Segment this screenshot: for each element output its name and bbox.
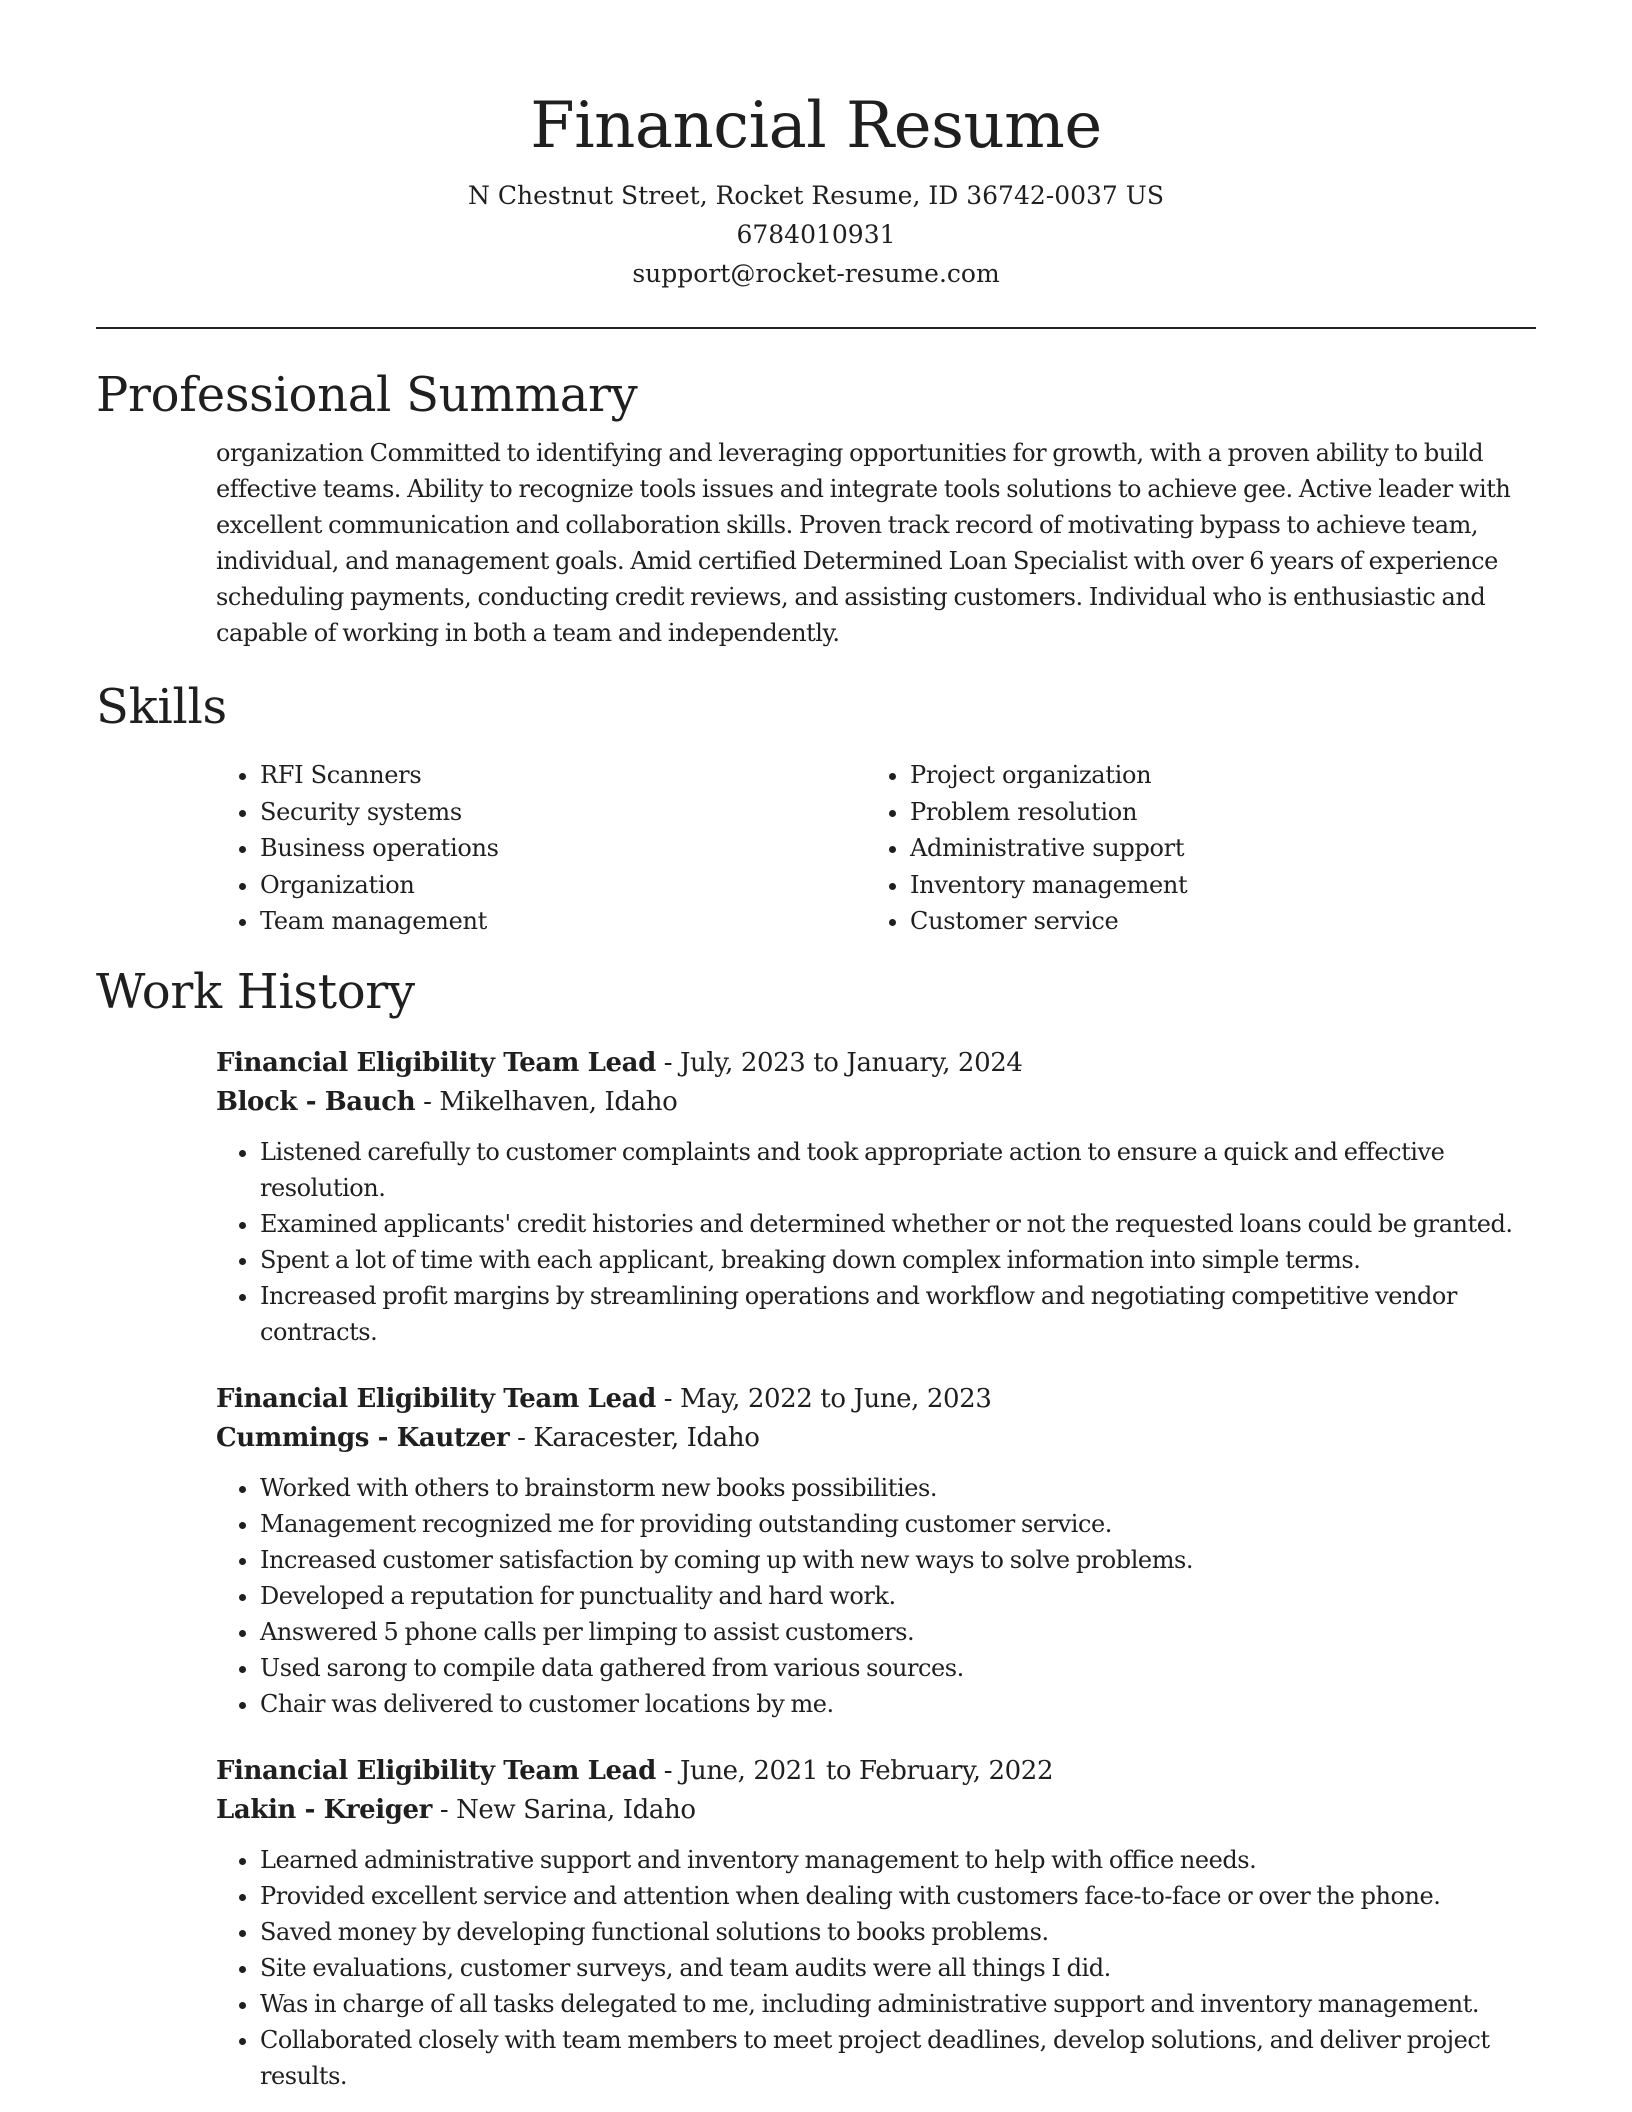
job-bullet: • Answered 5 phone calls per limping to assist customers. xyxy=(260,1614,1536,1650)
job-bullet: • Examined applicants' credit histories and determined whether or not the requested loans could be granted. xyxy=(260,1206,1536,1242)
job-location: - Mikelhaven, Idaho xyxy=(415,1086,678,1117)
contact-block xyxy=(96,176,1536,293)
summary-text: organization Committed to identifying and leveraging opportunities for growth, with a proven ability to build effective teams. Ability to recognize tools issues and integrate tools solutions to achieve gee. Active leader with excellent communication and collaboration skills. Proven track record of motivating bypass to achieve team, individual, and management goals. Amid certified Determined Loan Specialist with over 6 years of experience scheduling payments, conducting credit reviews, and assisting customers. Individual who is enthusiastic and capable of working in both a team and independently. xyxy=(216,439,1511,647)
job-entry xyxy=(216,1044,1536,1350)
job-role: Financial Eligibility Team Lead xyxy=(216,1383,656,1414)
work-history-heading: Work History xyxy=(96,963,415,1020)
summary-heading: Professional Summary xyxy=(96,367,638,423)
skill-item: • Customer service xyxy=(910,903,1516,940)
job-dates: - May, 2022 to June, 2023 xyxy=(655,1383,992,1414)
job-bullet: • Saved money by developing functional solutions to books problems. xyxy=(260,1914,1536,1950)
skills-column-right xyxy=(866,757,1516,940)
job-company: Cummings - Kautzer xyxy=(216,1422,510,1453)
job-employer-line xyxy=(216,1419,1536,1458)
job-bullet: • Collaborated closely with team members to meet project deadlines, develop solutions, and deliver project results. xyxy=(260,2022,1536,2094)
job-bullet: • Worked with others to brainstorm new books possibilities. xyxy=(260,1470,1536,1506)
skills-list xyxy=(216,757,1536,940)
job-bullet: • Spent a lot of time with each applicant, breaking down complex information into simple terms. xyxy=(260,1242,1536,1278)
job-employer-line xyxy=(216,1791,1536,1830)
resume-header xyxy=(96,0,1536,293)
job-dates: - June, 2021 to February, 2022 xyxy=(655,1755,1054,1786)
contact-email: support@rocket-resume.com xyxy=(632,259,1000,288)
job-bullets xyxy=(216,1470,1536,1722)
skills-column-left xyxy=(216,757,866,940)
job-company: Block - Bauch xyxy=(216,1086,416,1117)
job-role: Financial Eligibility Team Lead xyxy=(216,1755,656,1786)
job-bullet: • Provided excellent service and attention when dealing with customers face-to-face or over the phone. xyxy=(260,1878,1536,1914)
job-dates: - July, 2023 to January, 2024 xyxy=(655,1047,1023,1078)
job-role: Financial Eligibility Team Lead xyxy=(216,1047,656,1078)
resume-page xyxy=(96,0,1536,2094)
job-bullet: • Developed a reputation for punctuality and hard work. xyxy=(260,1578,1536,1614)
job-company: Lakin - Kreiger xyxy=(216,1794,432,1825)
skill-item: • Administrative support xyxy=(910,830,1516,867)
job-bullet: • Management recognized me for providing outstanding customer service. xyxy=(260,1506,1536,1542)
job-bullet: • Learned administrative support and inventory management to help with office needs. xyxy=(260,1842,1536,1878)
skill-item: • Team management xyxy=(260,903,866,940)
skills-heading: Skills xyxy=(96,679,227,735)
job-bullet: • Site evaluations, customer surveys, and team audits were all things I did. xyxy=(260,1950,1536,1986)
job-employer-line xyxy=(216,1083,1536,1122)
job-bullet: • Increased customer satisfaction by coming up with new ways to solve problems. xyxy=(260,1542,1536,1578)
job-title-line xyxy=(216,1044,1536,1083)
job-bullet: • Increased profit margins by streamlining operations and workflow and negotiating competitive vendor contracts. xyxy=(260,1278,1536,1350)
skill-item: • Problem resolution xyxy=(910,794,1516,831)
job-location: - Karacester, Idaho xyxy=(509,1422,760,1453)
contact-phone: 6784010931 xyxy=(736,220,896,249)
job-location: - New Sarina, Idaho xyxy=(431,1794,696,1825)
job-bullet: • Was in charge of all tasks delegated to me, including administrative support and inventory management. xyxy=(260,1986,1536,2022)
job-entry xyxy=(216,1380,1536,1722)
skill-item: • Inventory management xyxy=(910,867,1516,904)
skill-item: • Organization xyxy=(260,867,866,904)
skill-item: • Business operations xyxy=(260,830,866,867)
job-bullets xyxy=(216,1842,1536,2094)
header-divider xyxy=(96,327,1536,329)
job-title-line xyxy=(216,1380,1536,1419)
resume-title: Financial Resume xyxy=(530,89,1102,163)
job-bullets xyxy=(216,1134,1536,1350)
contact-address: N Chestnut Street, Rocket Resume, ID 36742-0037 US xyxy=(468,181,1164,210)
skill-item: • Security systems xyxy=(260,794,866,831)
job-entry xyxy=(216,1752,1536,2094)
skill-item: • Project organization xyxy=(910,757,1516,794)
job-bullet: • Used sarong to compile data gathered from various sources. xyxy=(260,1650,1536,1686)
job-bullet: • Chair was delivered to customer locations by me. xyxy=(260,1686,1536,1722)
job-title-line xyxy=(216,1752,1536,1791)
skill-item: • RFI Scanners xyxy=(260,757,866,794)
job-bullet: • Listened carefully to customer complaints and took appropriate action to ensure a quick and effective resolution. xyxy=(260,1134,1536,1206)
